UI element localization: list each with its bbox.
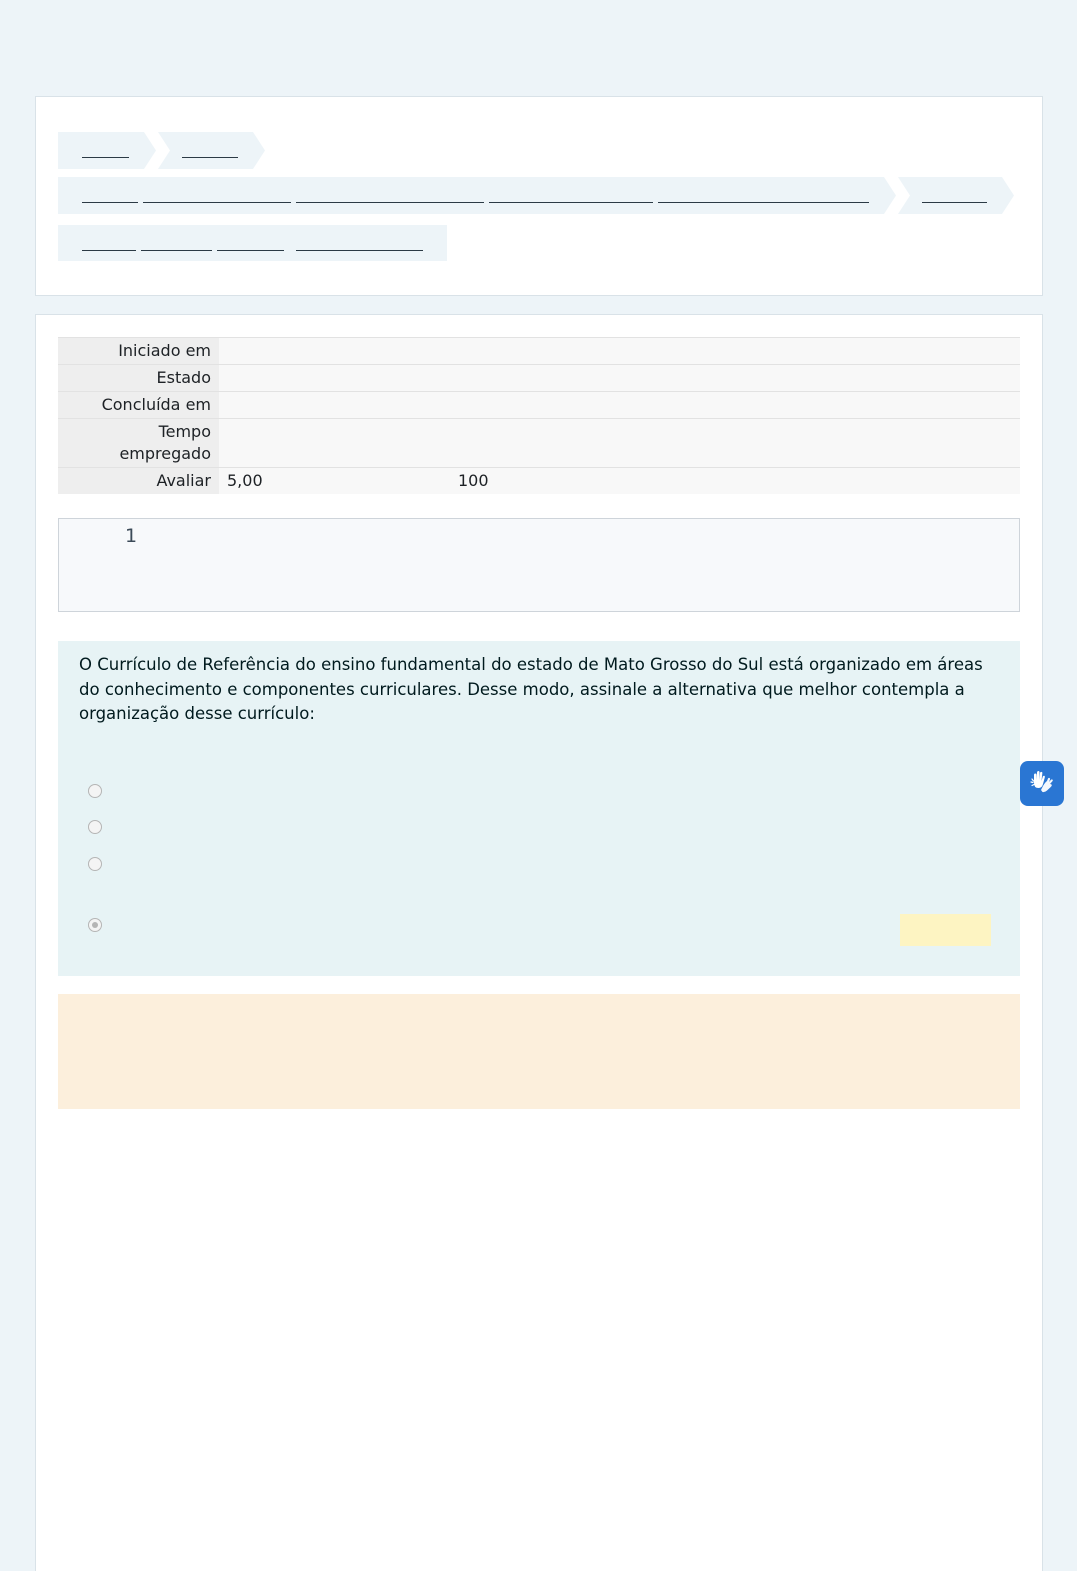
breadcrumb-link-placeholder[interactable] [82,157,129,158]
breadcrumb-card [35,96,1043,296]
grade-value: 5,00 [227,471,263,490]
answer-option-radio-selected[interactable] [88,918,102,932]
answer-option-radio[interactable] [88,820,102,834]
breadcrumb-link-placeholder[interactable] [143,202,292,203]
sign-language-hands-icon [1029,769,1055,799]
question-text: O Currículo de Referência do ensino fundamental do estado de Mato Grosso do Sul está organizado em áreas do conhecimento e componentes curriculares. Desse modo, assinale a alternativa que melhor contempla a organização desse currículo: [79,655,983,723]
breadcrumb [58,132,267,169]
question-outcome-feedback [58,994,1020,1109]
summary-value [219,338,1020,365]
breadcrumb-item-home[interactable] [58,132,156,169]
answer-feedback-highlight [900,914,991,946]
summary-label: Estado [58,365,219,392]
breadcrumb-link-placeholder[interactable] [82,250,136,251]
summary-row [58,338,1020,365]
breadcrumb-link-placeholder[interactable] [489,202,653,203]
breadcrumb-link-placeholder[interactable] [141,250,212,251]
breadcrumb-link-placeholder[interactable] [182,157,238,158]
question-formulation [58,641,1020,976]
summary-row [58,392,1020,419]
summary-value [219,365,1020,392]
accessibility-button[interactable] [1020,761,1064,806]
breadcrumb-link-placeholder[interactable] [82,202,138,203]
attempt-summary-table [58,337,1020,494]
breadcrumb-link-placeholder[interactable] [658,202,869,203]
breadcrumb-link-placeholder[interactable] [296,250,423,251]
summary-value [219,419,1020,468]
grade-label: Avaliar [58,468,219,495]
breadcrumb-activity[interactable] [58,225,447,261]
breadcrumb-item-section[interactable] [898,177,1014,214]
summary-row [58,365,1020,392]
question-info-box [58,518,1020,612]
grade-cell [219,468,1020,495]
question-number: 1 [125,525,138,547]
summary-label: Tempo empregado [58,419,219,468]
summary-label: Concluída em [58,392,219,419]
breadcrumb-item-course[interactable] [58,177,896,214]
breadcrumb-link-placeholder[interactable] [217,250,284,251]
summary-value [219,392,1020,419]
breadcrumb-link-placeholder[interactable] [296,202,484,203]
quiz-review-card [35,314,1043,1571]
breadcrumb-link-placeholder[interactable] [922,202,987,203]
breadcrumb-course-path [58,177,1016,214]
summary-label: Iniciado em [58,338,219,365]
breadcrumb-item-courses[interactable] [158,132,265,169]
answer-option-radio[interactable] [88,784,102,798]
summary-row [58,419,1020,468]
grade-max: 100 [458,471,489,490]
answer-option-radio[interactable] [88,857,102,871]
summary-row-grade [58,468,1020,495]
